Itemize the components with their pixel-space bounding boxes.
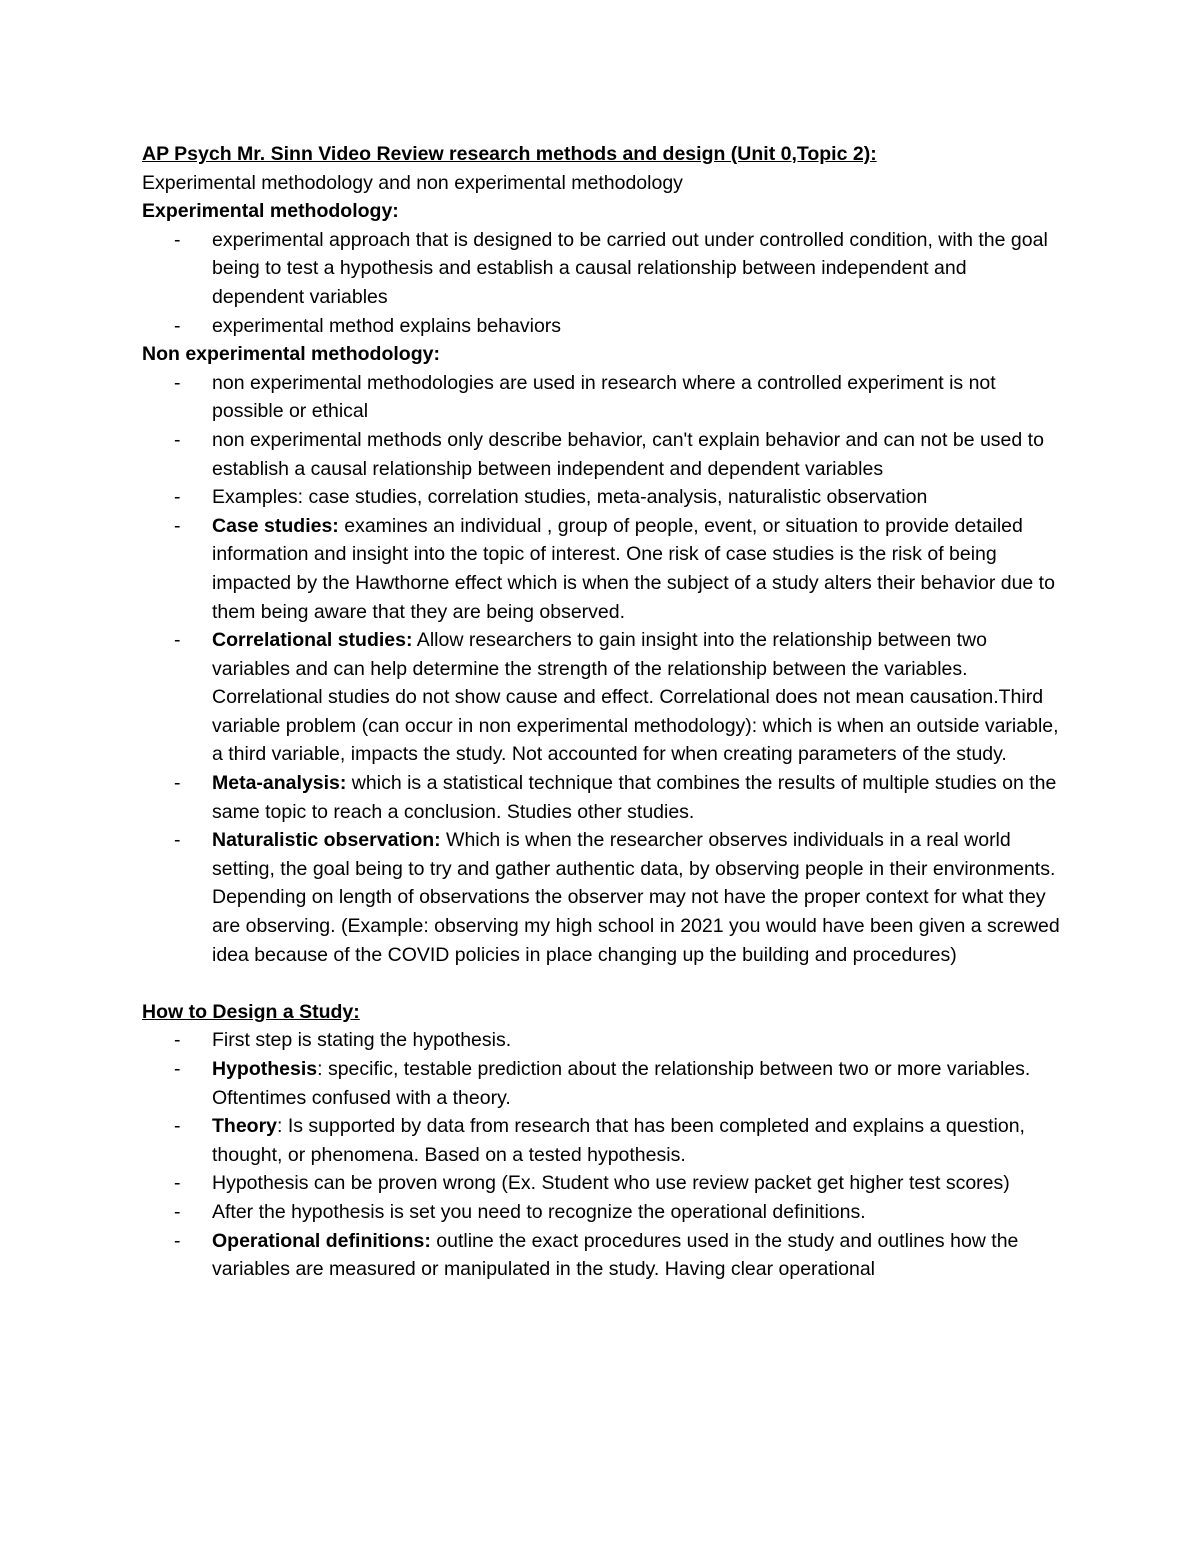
list-item — [142, 312, 1062, 341]
item-text: experimental approach that is designed to be carried out under controlled condition, with the goal being to test a hypothesis and establish a causal relationship between independent and dependent variables — [212, 228, 1048, 308]
dash-bullet-icon: - — [174, 228, 181, 251]
list-item — [142, 826, 1062, 969]
section-heading: Non experimental methodology: — [142, 343, 440, 366]
list-item — [142, 1055, 1062, 1112]
term-label: Meta-analysis: — [212, 772, 347, 795]
list-item — [142, 1169, 1062, 1198]
list-item — [142, 1026, 1062, 1055]
item-text: First step is stating the hypothesis. — [212, 1029, 512, 1052]
item-text: non experimental methods only describe behavior, can't explain behavior and can not be used to establish a causal relationship between independent and dependent variables — [212, 428, 1044, 480]
term-label: Hypothesis — [212, 1058, 318, 1080]
list-item — [142, 226, 1062, 312]
bullet-list — [142, 1026, 1062, 1283]
list-item — [142, 626, 1062, 769]
term-label: Naturalistic observation: — [212, 829, 441, 852]
dash-bullet-icon: - — [174, 1029, 181, 1052]
item-text: Allow researchers to gain insight into the relationship between two variables and can help determine the strength of the relationship between the variables. Correlational studies do not show cause and effect. Correlational does not mean causation.Third variable problem (can occur in non experimental methodology): which is when an outside variable, a third variable, impacts the study. Not accounted for when creating parameters of the study. — [212, 629, 1059, 766]
dash-bullet-icon: - — [174, 371, 181, 394]
dash-bullet-icon: - — [174, 1115, 181, 1138]
dash-bullet-icon: - — [174, 1229, 181, 1252]
item-text: : specific, testable prediction about the relationship between two or more variables. Oftentimes confused with a theory. — [212, 1058, 1031, 1109]
item-text: outline the exact procedures used in the study and outlines how the variables are measured or manipulated in the study. Having clear operational — [212, 1229, 1019, 1281]
blank-line — [142, 969, 1062, 998]
dash-bullet-icon: - — [174, 772, 181, 795]
sections-container — [142, 197, 1062, 1284]
item-text: After the hypothesis is set you need to recognize the operational definitions. — [212, 1200, 866, 1223]
list-item — [142, 426, 1062, 483]
document-intro: Experimental methodology and non experimental methodology — [142, 171, 683, 194]
section-heading: How to Design a Study: — [142, 1000, 360, 1023]
term-label: Operational definitions: — [212, 1229, 431, 1252]
term-label: Case studies: — [212, 514, 339, 537]
list-item — [142, 769, 1062, 826]
item-text: examines an individual , group of people, event, or situation to provide detailed information and insight into the topic of interest. One risk of case studies is the risk of being impacted by the Hawthorne effect which is when the subject of a study alters their behavior due to them being aware that they are being observed. — [212, 514, 1055, 623]
term-label: Theory — [212, 1115, 278, 1138]
dash-bullet-icon: - — [174, 1172, 181, 1195]
list-item — [142, 512, 1062, 626]
dash-bullet-icon: - — [174, 514, 181, 537]
list-item — [142, 1227, 1062, 1284]
document-body — [142, 140, 1062, 1284]
term-label: Correlational studies: — [212, 629, 413, 652]
item-text: Examples: case studies, correlation studies, meta-analysis, naturalistic observation — [212, 486, 928, 509]
item-text: Which is when the researcher observes individuals in a real world setting, the goal being to try and gather authentic data, by observing people in their environments. Depending on length of observations the observer may not have the proper context for what they are observing. (Example: observing my high school in 2021 you would have been given a screwed idea because of the COVID policies in place changing up the building and procedures) — [212, 829, 1060, 966]
bullet-list — [142, 369, 1062, 969]
item-text: experimental method explains behaviors — [212, 314, 562, 337]
dash-bullet-icon: - — [174, 428, 181, 451]
dash-bullet-icon: - — [174, 314, 181, 337]
dash-bullet-icon: - — [174, 486, 181, 509]
section-heading: Experimental methodology: — [142, 200, 399, 223]
bullet-list — [142, 226, 1062, 340]
list-item — [142, 1198, 1062, 1227]
dash-bullet-icon: - — [174, 629, 181, 652]
item-text: Hypothesis can be proven wrong (Ex. Student who use review packet get higher test scores) — [212, 1172, 1010, 1195]
list-item — [142, 483, 1062, 512]
list-item — [142, 369, 1062, 426]
item-text: non experimental methodologies are used in research where a controlled experiment is not possible or ethical — [212, 371, 996, 423]
dash-bullet-icon: - — [174, 829, 181, 852]
list-item — [142, 1112, 1062, 1169]
document-title: AP Psych Mr. Sinn Video Review research methods and design (Unit 0,Topic 2): — [142, 143, 877, 165]
item-text: : Is supported by data from research that has been completed and explains a question, thought, or phenomena. Based on a tested hypothesis. — [212, 1115, 1025, 1166]
item-text: which is a statistical technique that combines the results of multiple studies on the same topic to reach a conclusion. Studies other studies. — [212, 772, 1057, 823]
dash-bullet-icon: - — [174, 1058, 181, 1080]
dash-bullet-icon: - — [174, 1200, 181, 1223]
